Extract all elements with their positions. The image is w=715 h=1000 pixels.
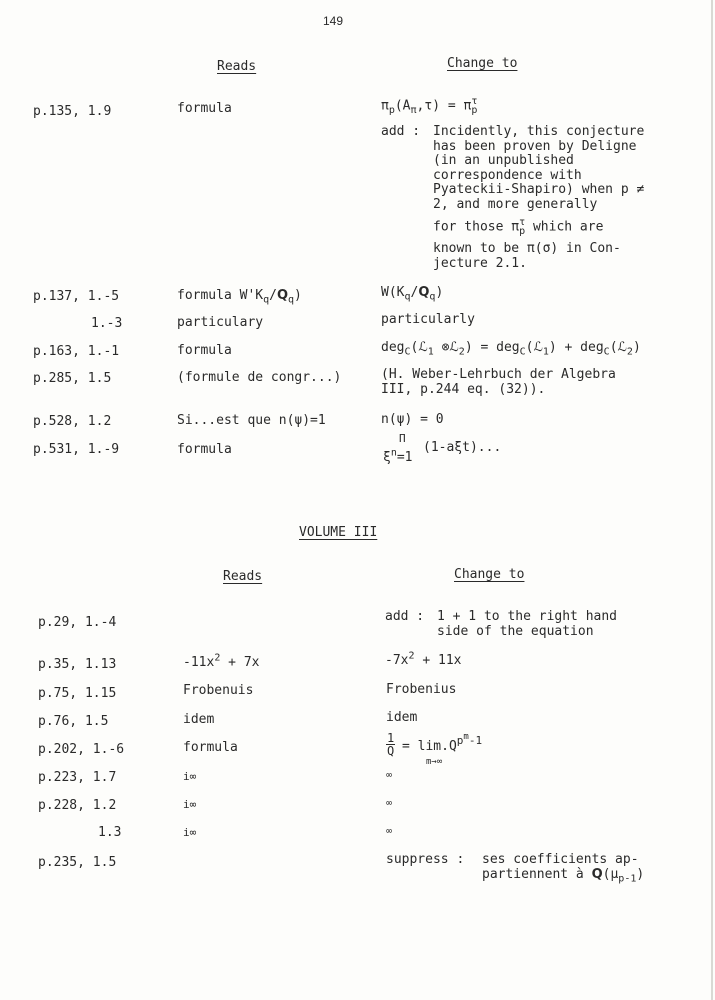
- change-p235-line1: ses coefficients ap-: [482, 852, 639, 867]
- change-p235-label: suppress :: [386, 852, 465, 867]
- change-p285-line1: (H. Weber-Lehrbuch der Algebra: [381, 367, 616, 382]
- ref-p75: p.75, 1.15: [38, 686, 117, 701]
- reads-p163: formula: [177, 343, 232, 358]
- add-text-3: which are: [532, 219, 604, 235]
- add-text-4: known to be π(σ) in Conjecture 2.1.: [433, 241, 621, 271]
- ref-p528: p.528, 1.2: [33, 414, 112, 429]
- change-p528: n(ψ) = 0: [381, 412, 444, 427]
- ref-p223: p.223, 1.7: [38, 770, 117, 785]
- change-l-3: particularly: [381, 312, 475, 327]
- reads-p35: $-11x^2 + 7x$: [183, 652, 260, 670]
- reads-p137: formula $W'K_q/Q_q$): [177, 288, 302, 306]
- change-p29-label: add :: [385, 609, 425, 624]
- reads-p135: formula: [177, 101, 232, 116]
- reads-p531: formula: [177, 442, 232, 457]
- reads-header: Reads: [217, 59, 257, 74]
- reads-p285: (formule de congr...): [177, 370, 342, 385]
- add-text-line: for those π τ p which are: [433, 217, 604, 237]
- change-p75: Frobenius: [386, 682, 457, 697]
- reads-p75: Frobenuis: [183, 683, 254, 698]
- reads-l3: i∞: [183, 826, 197, 839]
- add-label: add :: [381, 124, 421, 139]
- change-p135-formula: $\pi_p(A_\pi,\tau) = \pi$ τ p: [381, 96, 478, 117]
- ref-p235: p.235, 1.5: [38, 855, 117, 870]
- change-p228: ∞: [386, 798, 393, 809]
- change-p137: $W(K_q/Q_q)$: [381, 285, 444, 303]
- add-text-2: for those: [433, 219, 504, 235]
- change-to-header-vol3: Change to: [454, 567, 525, 582]
- ref-p228: p.228, 1.2: [38, 798, 117, 813]
- change-p29-line1: 1 + 1 to the right hand: [437, 609, 618, 624]
- add-note-p135: [381, 125, 671, 275]
- change-p76: idem: [386, 710, 418, 725]
- change-l3: ∞: [386, 826, 393, 837]
- ref-p35: p.35, 1.13: [38, 657, 117, 672]
- page-number: 149: [323, 14, 344, 28]
- reads-p223: i∞: [183, 770, 197, 783]
- volume-iii-heading: VOLUME III: [299, 525, 378, 540]
- ref-l-3: 1.-3: [91, 316, 123, 331]
- reads-header-vol3: Reads: [223, 569, 263, 584]
- ref-p29: p.29, 1.-4: [38, 615, 117, 630]
- reads-p202: formula: [183, 740, 238, 755]
- page-edge: [711, 0, 713, 1000]
- reads-p228: i∞: [183, 798, 197, 811]
- add-text: [433, 125, 663, 212]
- ref-l3: 1.3: [98, 825, 122, 840]
- ref-p135: p.135, 1.9: [33, 104, 112, 119]
- reads-p76: idem: [183, 712, 215, 727]
- change-p29-line2: side of the equation: [437, 624, 594, 639]
- reads-l-3: particulary: [177, 315, 264, 330]
- ref-p531: p.531, 1.-9: [33, 442, 120, 457]
- change-p223: ∞: [386, 770, 393, 781]
- change-p35: $-7x^2 + 11x$: [385, 650, 462, 668]
- change-p163: deg$_C$(ℒ$_1$ ⊗ℒ$_2$) = deg$_C$(ℒ$_1$) + deg$_C$(ℒ$_2$): [381, 340, 641, 358]
- change-p285-line2: III, p.244 eq. (32)).: [381, 382, 546, 397]
- ref-p76: p.76, 1.5: [38, 714, 109, 729]
- ref-p202: p.202, 1.-6: [38, 742, 125, 757]
- ref-p285: p.285, 1.5: [33, 371, 112, 386]
- add-text-1: Incidently, this conjecture has been proven by Deligne (in an unpublished correspondence with Pyateckii-Shapiro) when p ≠ 2, and more generally: [433, 124, 645, 212]
- change-p235-text: partiennent à: [482, 867, 584, 882]
- ref-p163: p.163, 1.-1: [33, 344, 120, 359]
- reads-p528: Si...est que n(ψ)=1: [177, 413, 326, 428]
- change-to-header: Change to: [447, 56, 518, 71]
- ref-p137: p.137, 1.-5: [33, 289, 120, 304]
- change-p235-line2: partiennent à $Q(\mu_{p-1})$: [482, 867, 645, 885]
